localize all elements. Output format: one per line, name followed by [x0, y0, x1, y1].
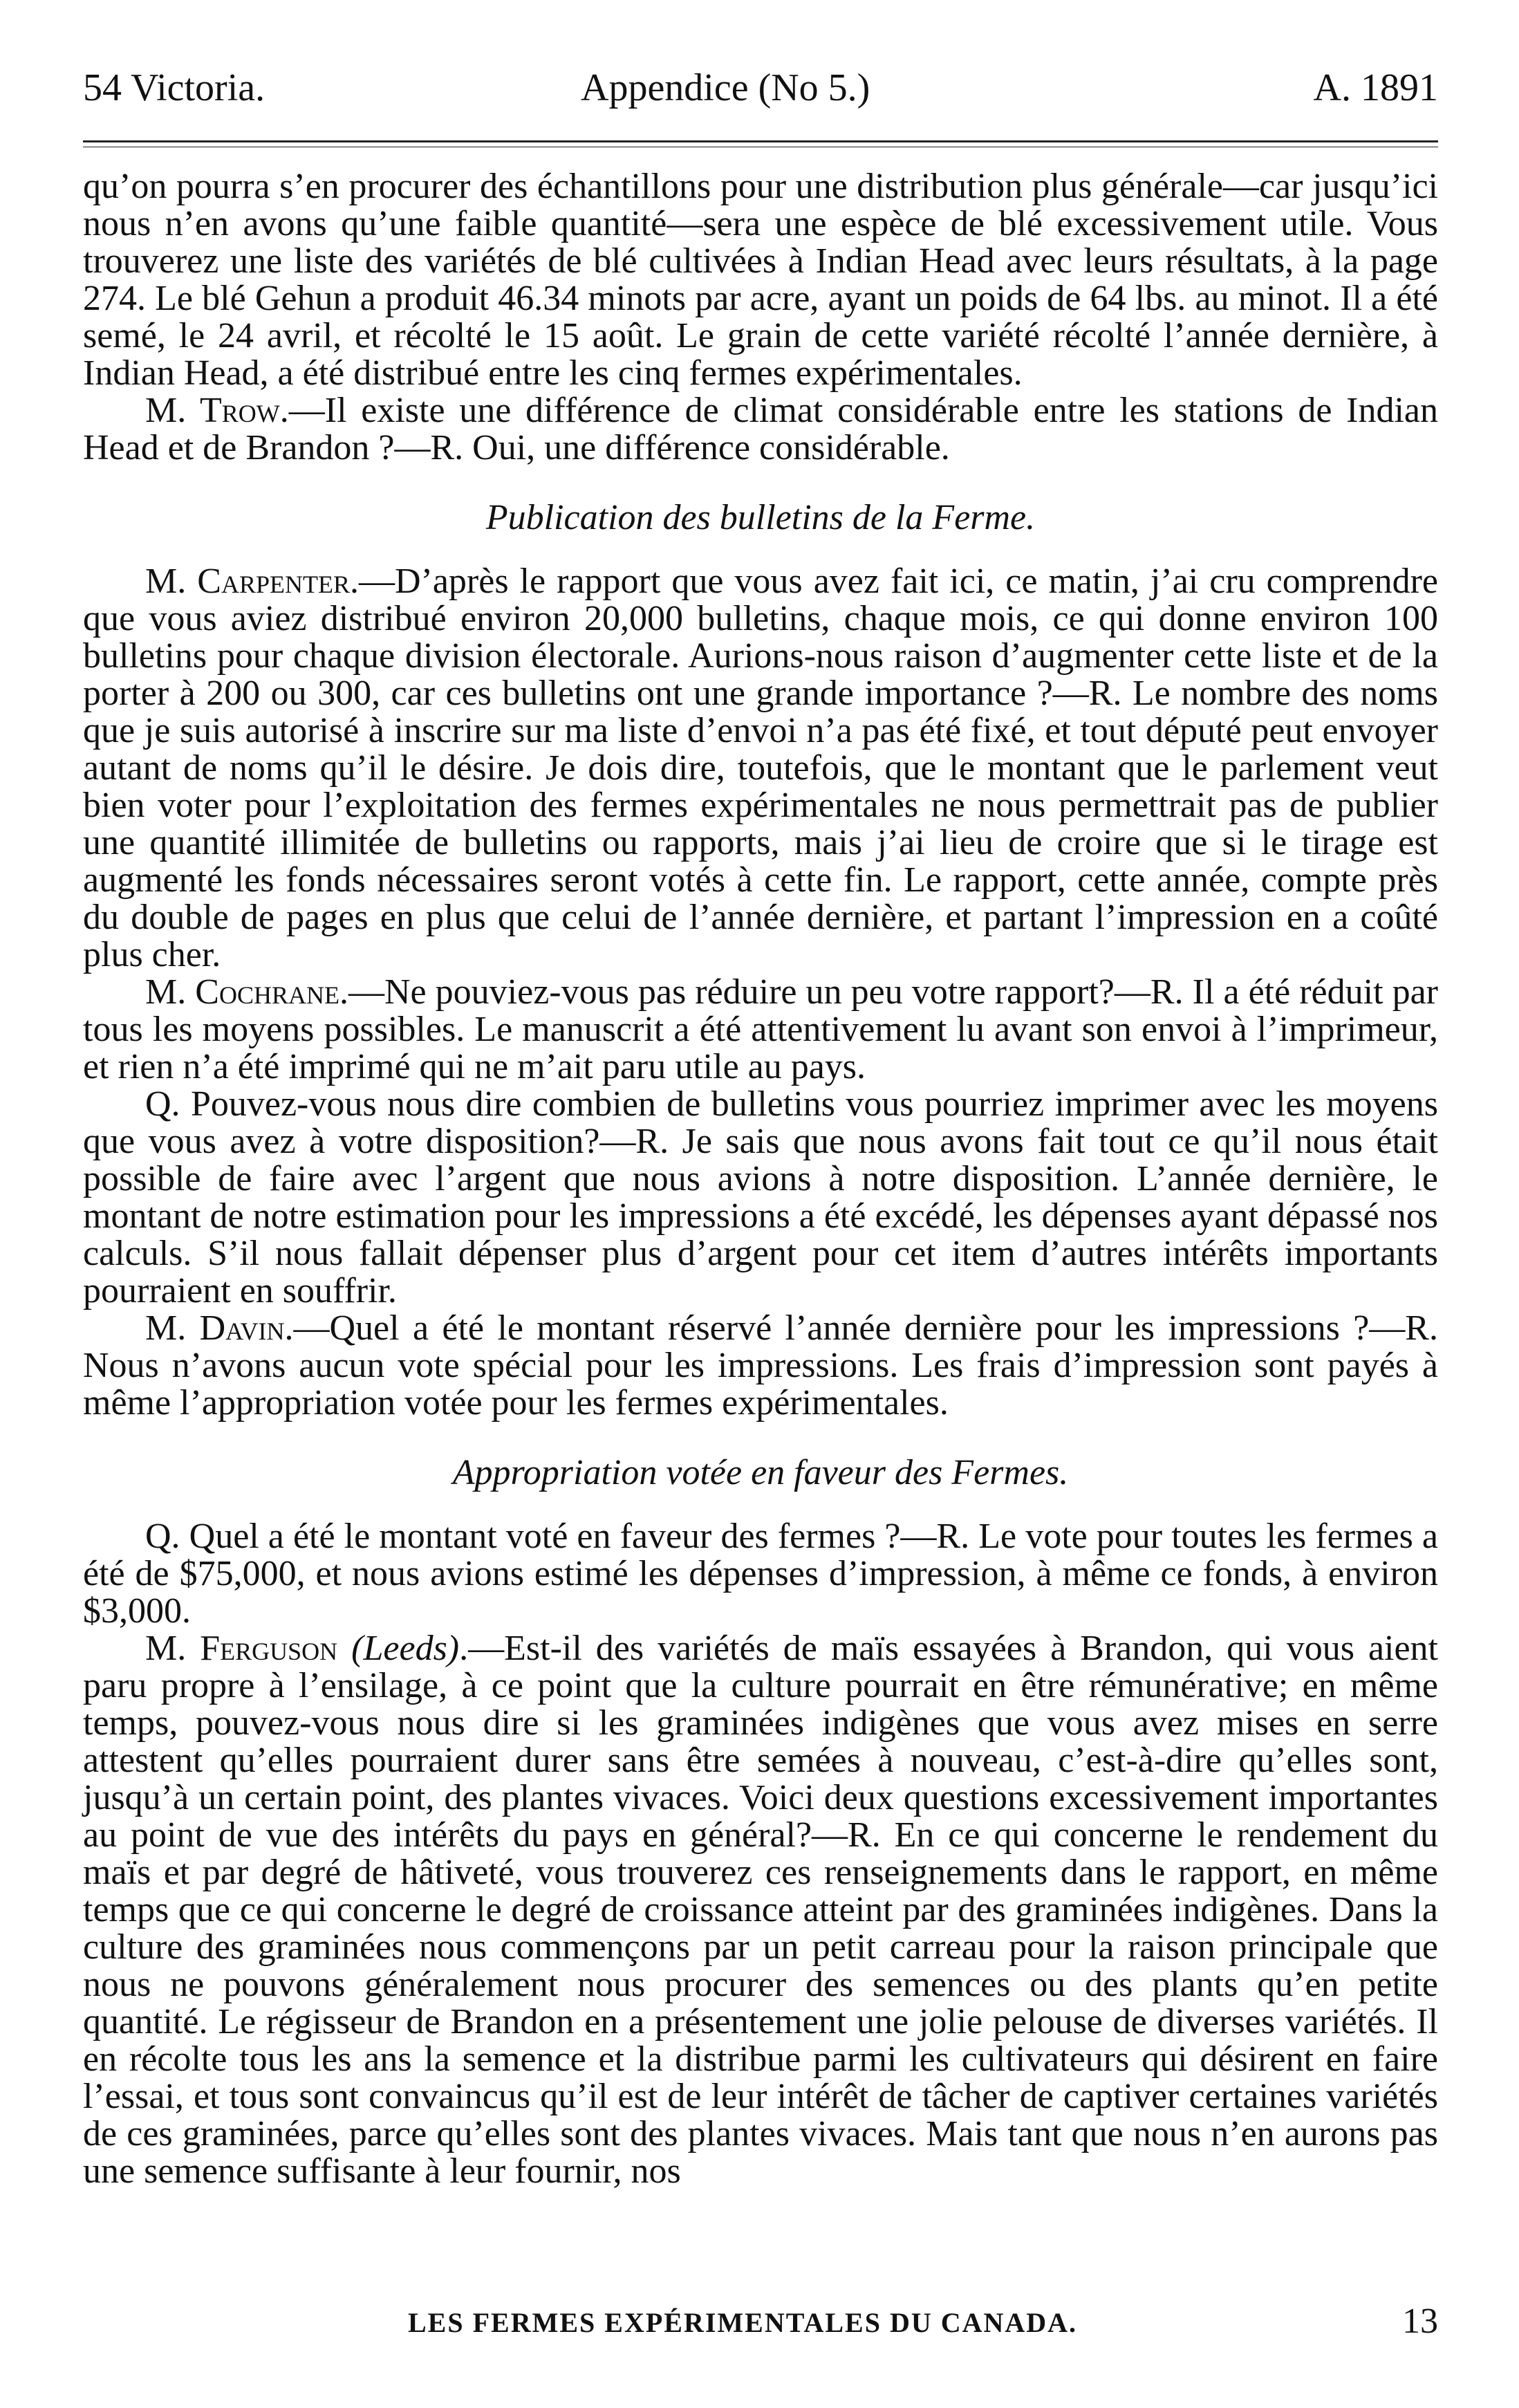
paragraph-davin: [83, 1310, 1438, 1422]
speaker-name: M. Davin.: [145, 1308, 294, 1348]
paragraph-question: [83, 1086, 1438, 1310]
paragraph-carpenter: [83, 563, 1438, 974]
header-year: A. 1891: [1313, 66, 1438, 109]
speaker-name: M. Carpenter.: [145, 562, 359, 601]
page-footer: [83, 2302, 1438, 2355]
speaker-name: M. Cochrane.: [145, 972, 348, 1012]
speaker-riding: (Leeds): [351, 1629, 460, 1668]
document-page: [83, 66, 1438, 2190]
paragraph-continuation: qu’on pourra s’en procurer des échantillons pour une distribution plus générale—car jusqu’ici nous n’en avons qu’une faible quantité—sera une espèce de blé excessivement utile. Vous trouverez une liste des variétés de blé cultivées à Indian Head avec leurs résultats, à la page 274. Le blé Gehun a produit 46.34 minots par acre, ayant un poids de 64 lbs. au minot. Il a été semé, le 24 avril, et récolté le 15 août. Le grain de cette variété récolté l’année dernière, à Indian Head, a été distribué entre les cinq fermes expérimentales.: [83, 167, 1438, 393]
footer-title: LES FERMES EXPÉRIMENTALES DU CANADA.: [408, 2307, 1078, 2338]
section-title-publication: Publication des bulletins de la Ferme.: [485, 498, 1036, 537]
section-title-appropriation: Appropriation votée en faveur des Fermes.: [452, 1453, 1069, 1492]
page-number: 13: [1402, 2302, 1438, 2341]
header-appendix: Appendice (No 5.): [581, 66, 870, 109]
paragraph-text: —Ne pouviez-vous pas réduire un peu votre rapport?—R. Il a été réduit par tous les moyens possibles. Le manuscrit a été attentivement lu avant son envoi à l’imprimeur, et rien n’a été imprimé qui ne m’ait paru utile au pays.: [83, 972, 1438, 1086]
speaker-name: M. Ferguson: [145, 1629, 338, 1668]
paragraph-text: Q. Pouvez-vous nous dire combien de bulletins vous pourriez imprimer avec les moyens que vous avez à votre disposition?—R. Je sais que nous avons fait tout ce qu’il nous était possible de faire avec l’argent que nous avions à notre disposition. L’année dernière, le montant de notre estimation pour les impressions a été excédé, les dépenses ayant dépassé nos calculs. S’il nous fallait dépenser plus d’argent pour cet item d’autres intérêts importants pourraient en souffrir.: [83, 1084, 1438, 1310]
paragraph-ferguson: [83, 1630, 1438, 2190]
paragraph-trow: [83, 392, 1438, 467]
speaker-name: M. Trow.: [145, 391, 289, 430]
paragraph-text: —D’après le rapport que vous avez fait ici, ce matin, j’ai cru comprendre que vous aviez distribué environ 20,000 bulletins, chaque mois, ce qui donne environ 100 bulletins pour chaque division électorale. Aurions-nous raison d’augmenter cette liste et de la porter à 200 ou 300, car ces bulletins ont une grande importance ?—R. Le nombre des noms que je suis autorisé à inscrire sur ma liste d’envoi n’a pas été fixé, et tout député peut envoyer autant de noms qu’il le désire. Je dois dire, toutefois, que le montant que le parlement veut bien voter pour l’exploitation des fermes expérimentales ne nous permettrait pas de publier une quantité illimitée de bulletins ou rapports, mais j’ai lieu de croire que si le tirage est augmenté les fonds nécessaires seront votés à cette fin. Le rapport, cette année, compte près du double de pages en plus que celui de l’année dernière, et partant l’impression en a coûté plus cher.: [83, 562, 1438, 974]
body-text: [83, 168, 1438, 2190]
header-rule: [83, 140, 1438, 147]
paragraph-text: —Quel a été le montant réservé l’année dernière pour les impressions ?—R. Nous n’avons aucun vote spécial pour les impressions. Les frais d’impression sont payés à même l’appropriation votée pour les fermes expérimentales.: [83, 1308, 1438, 1423]
paragraph-text: —Il existe une différence de climat considérable entre les stations de Indian Head et de Brandon ?—R. Oui, une différence considérable.: [83, 391, 1438, 467]
paragraph-text: Q. Quel a été le montant voté en faveur des fermes ?—R. Le vote pour toutes les fermes a été de $75,000, et nous avions estimé les dépenses d’impression, à même ce fonds, à environ $3,000.: [83, 1517, 1438, 1631]
paragraph-cochrane: [83, 974, 1438, 1086]
paragraph-text: .—Est-il des variétés de maïs essayées à Brandon, qui vous aient paru propre à l’ensilage, à ce point que la culture pourrait en être rémunérative; en même temps, pouvez-vous nous dire si les graminées indigènes que vous avez mises en serre attestent qu’elles pourraient durer sans être semées à nouveau, c’est-à-dire qu’elles sont, jusqu’à un certain point, des plantes vivaces. Voici deux questions excessivement importantes au point de vue des intérêts du pays en général?—R. En ce qui concerne le rendement du maïs et par degré de hâtiveté, vous trouverez ces renseignements dans le rapport, en même temps que ce qui concerne le degré de croissance atteint par des graminées indigènes. Dans la culture des graminées nous commençons par un petit carreau pour la raison principale que nous ne pouvons généralement nous procurer des semences ou des plants qu’en petite quantité. Le régisseur de Brandon en a présentement une jolie pelouse de diverses variétés. Il en récolte tous les ans la semence et la distribue parmi les cultivateurs qui désirent en faire l’essai, et tous sont convaincus qu’il est de leur intérêt de tâcher de captiver certaines variétés de ces graminées, parce qu’elles sont des plantes vivaces. Mais tant que nous n’en aurons pas une semence suffisante à leur fournir, nos: [83, 1629, 1438, 2191]
paragraph-vote: [83, 1518, 1438, 1630]
header-session: 54 Victoria.: [83, 66, 265, 109]
page-header: [83, 66, 1438, 128]
